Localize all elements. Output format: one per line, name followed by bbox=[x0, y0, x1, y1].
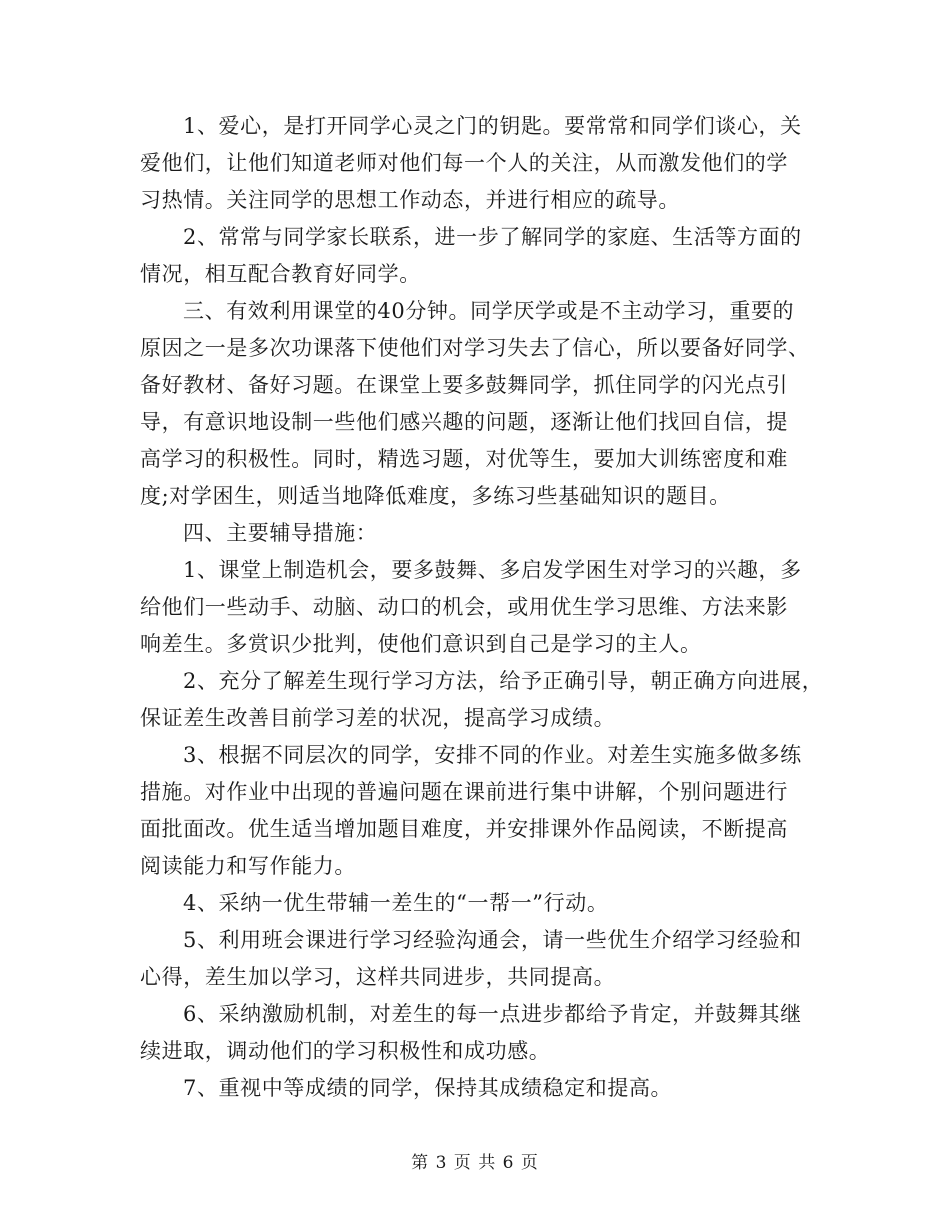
paragraph-line: 原因之一是多次功课落下使他们对学习失去了信心，所以要备好同学、 bbox=[140, 336, 810, 360]
paragraph-line: 3、根据不同层次的同学，安排不同的作业。对差生实施多做多练 bbox=[183, 743, 802, 767]
paragraph-line: 措施。对作业中出现的普遍问题在课前进行集中讲解，个别问题进行 bbox=[140, 780, 788, 804]
section-heading: 四、主要辅导措施： bbox=[183, 521, 378, 545]
paragraph-line: 保证差生改善目前学习差的状况，提高学习成绩。 bbox=[140, 706, 616, 730]
paragraph-line: 高学习的积极性。同时，精选习题，对优等生，要加大训练密度和难 bbox=[140, 447, 788, 471]
paragraph-line: 阅读能力和写作能力。 bbox=[140, 854, 356, 878]
paragraph-line: 2、充分了解差生现行学习方法，给予正确引导，朝正确方向进展， bbox=[183, 669, 824, 693]
paragraph-line: 5、利用班会课进行学习经验沟通会，请一些优生介绍学习经验和 bbox=[183, 928, 802, 952]
paragraph-line: 面批面改。优生适当增加题目难度，并安排课外作品阅读，不断提高 bbox=[140, 817, 788, 841]
paragraph-line: 6、采纳激励机制，对差生的每一点进步都给予肯定，并鼓舞其继 bbox=[183, 1002, 802, 1026]
paragraph-line: 三、有效利用课堂的40分钟。同学厌学或是不主动学习，重要的 bbox=[183, 299, 795, 323]
paragraph-line: 度;对学困生，则适当地降低难度，多练习些基础知识的题目。 bbox=[140, 484, 731, 508]
paragraph-line: 响差生。多赏识少批判，使他们意识到自己是学习的主人。 bbox=[140, 632, 702, 656]
paragraph-line: 1、课堂上制造机会，要多鼓舞、多启发学困生对学习的兴趣，多 bbox=[183, 558, 802, 582]
page-number-footer: 第 3 页 共 6 页 bbox=[411, 1153, 539, 1173]
paragraph-line: 爱他们，让他们知道老师对他们每一个人的关注，从而激发他们的学 bbox=[140, 151, 788, 175]
paragraph-line: 7、重视中等成绩的同学，保持其成绩稳定和提高。 bbox=[183, 1076, 673, 1100]
paragraph-line: 4、采纳一优生带辅一差生的“一帮一”行动。 bbox=[183, 891, 609, 915]
paragraph-line: 续进取，调动他们的学习积极性和成功感。 bbox=[140, 1039, 551, 1063]
paragraph-line: 习热情。关注同学的思想工作动态，并进行相应的疏导。 bbox=[140, 188, 680, 212]
paragraph-line: 导，有意识地设制一些他们感兴趣的问题，逐渐让他们找回自信，提 bbox=[140, 410, 788, 434]
paragraph-line: 情况，相互配合教育好同学。 bbox=[140, 262, 421, 286]
paragraph-line: 1、爱心，是打开同学心灵之门的钥匙。要常常和同学们谈心，关 bbox=[183, 114, 802, 138]
paragraph-line: 2、常常与同学家长联系，进一步了解同学的家庭、生活等方面的 bbox=[183, 225, 802, 249]
paragraph-line: 给他们一些动手、动脑、动口的机会，或用优生学习思维、方法来影 bbox=[140, 595, 788, 619]
paragraph-line: 备好教材、备好习题。在课堂上要多鼓舞同学，抓住同学的闪光点引 bbox=[140, 373, 788, 397]
paragraph-line: 心得，差生加以学习，这样共同进步，共同提高。 bbox=[140, 965, 616, 989]
